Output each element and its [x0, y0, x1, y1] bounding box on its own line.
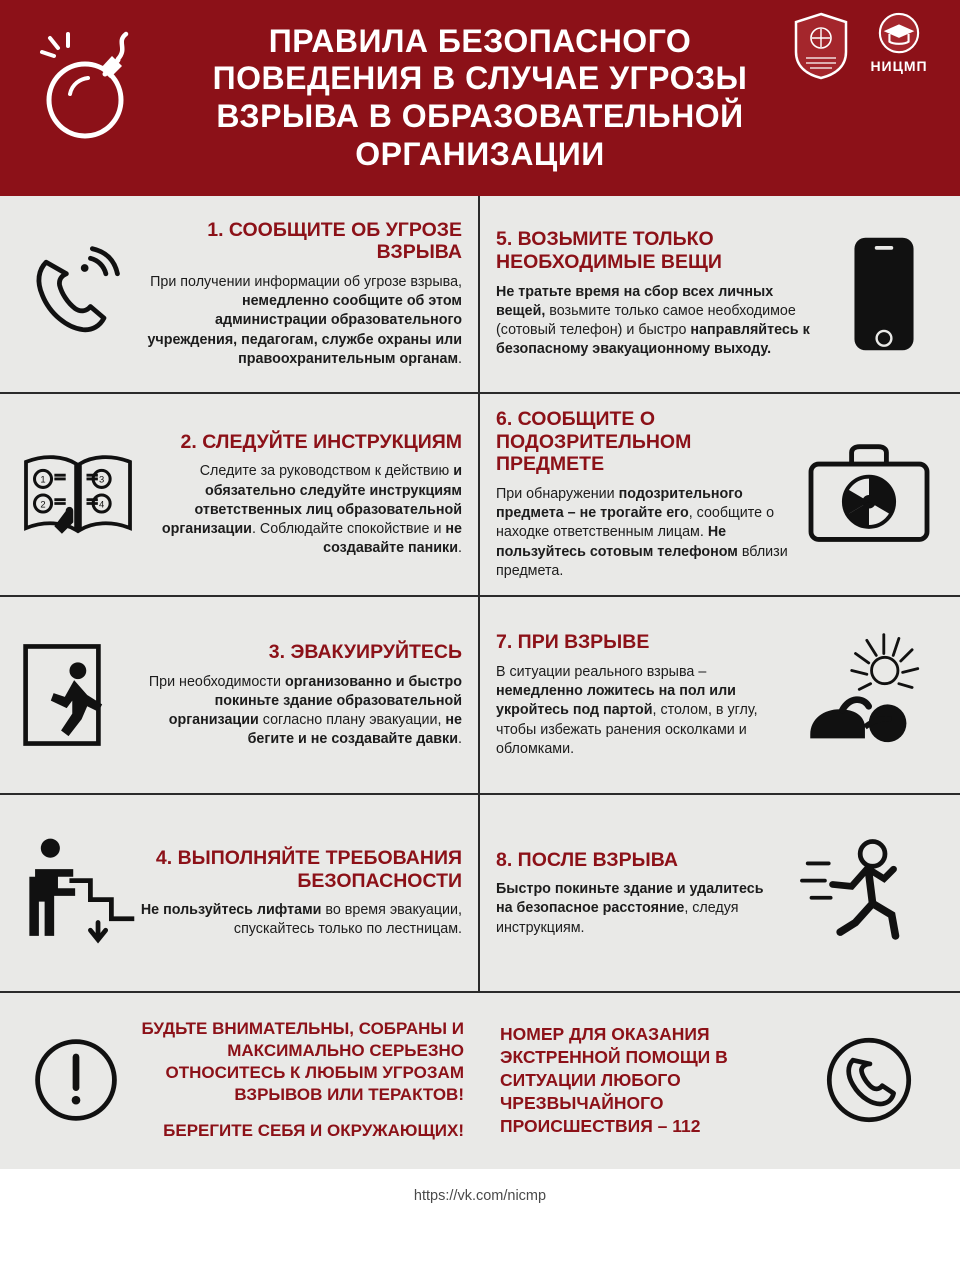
poster-row-1 [0, 196, 960, 394]
svg-text:2: 2 [40, 498, 46, 510]
poster-header [0, 0, 960, 196]
card-5-text [496, 210, 824, 378]
card-7 [480, 597, 960, 793]
card-8-title: 8. ПОСЛЕ ВЗРЫВА [496, 848, 678, 871]
card-3 [0, 597, 480, 793]
card-6-title: 6. СООБЩИТЕ О ПОДОЗРИТЕЛЬНОМ ПРЕДМЕТЕ [496, 408, 692, 476]
card-6-text [496, 408, 794, 581]
phone-circle-icon [794, 1028, 944, 1132]
phone-handset-ringing-icon [16, 210, 136, 378]
page-title: ПРАВИЛА БЕЗОПАСНОГО ПОВЕДЕНИЯ В СЛУЧАЕ УГРОЗЫ ВЗРЫВА В ОБРАЗОВАТЕЛЬНОЙ ОРГАНИЗАЦИИ [212, 22, 748, 172]
card-8 [480, 795, 960, 991]
card-6-body: При обнаружении подозрительного предмета – не трогайте его, сообщите о находке ответственным лицам. Не пользуйтесь сотовым телефоном вблизи предмета. [496, 485, 788, 580]
poster-row-2 [0, 394, 960, 597]
svg-text:1: 1 [40, 474, 46, 486]
card-4-body: Не пользуйтесь лифтами во время эвакуации, спускайтесь только по лестницам. [140, 902, 462, 938]
poster-footer-block [0, 993, 960, 1169]
card-7-text [496, 611, 784, 779]
card-7-title: 7. ПРИ ВЗРЫВЕ [496, 631, 650, 654]
card-1-body: При получении информации об угрозе взрыва, немедленно сообщите об этом администрации образовательного учреждения, педагогам, службе охраны или правоохранительным органам. [147, 273, 462, 368]
crest-icon [792, 12, 850, 80]
footer-warning-line1: БУДЬТЕ ВНИМАТЕЛЬНЫ, СОБРАНЫ И МАКСИМАЛЬНО СЕРЬЕЗНО ОТНОСИТЕСЬ К ЛЮБЫМ УГРОЗАМ ВЗРЫВОВ ИЛИ ТЕРАКТОВ! [141, 1019, 464, 1105]
mobile-phone-icon [824, 210, 944, 378]
svg-text:4: 4 [99, 498, 105, 510]
card-3-body: При необходимости организованно и быстро покиньте здание образовательной организации согласно плану эвакуации, не бегите и не создавайте давки. [148, 673, 462, 748]
card-2-text [140, 408, 462, 581]
emergency-exit-running-man-icon [16, 611, 136, 779]
vk-link[interactable]: https://vk.com/nicmp [413, 1188, 547, 1205]
card-2-body: Следите за руководством к действию и обязательно следуйте инструкциям ответственных лиц образовательной организации. Соблюдайте спокойствие и не создавайте паники. [161, 463, 462, 557]
exclamation-circle-icon [16, 1032, 136, 1128]
poster-row-4 [0, 795, 960, 993]
card-3-text [136, 611, 462, 779]
instruction-book-hand-icon [16, 408, 140, 581]
explosion-duck-and-cover-icon [784, 611, 944, 779]
card-2-title: 2. СЛЕДУЙТЕ ИНСТРУКЦИЯМ [180, 430, 462, 453]
card-4 [0, 795, 480, 991]
poster-row-3 [0, 597, 960, 795]
card-8-body: Быстро покиньте здание и удалитесь на безопасное расстояние, следуя инструкциям. [496, 881, 764, 936]
running-away-person-icon [784, 809, 944, 977]
card-1 [0, 196, 480, 392]
footer-warning-line2: БЕРЕГИТЕ СЕБЯ И ОКРУЖАЮЩИХ! [163, 1121, 464, 1141]
suspicious-suitcase-icon [794, 408, 944, 581]
card-1-text [136, 210, 462, 378]
card-3-title: 3. ЭВАКУИРУЙТЕСЬ [268, 640, 462, 663]
footer-emergency [480, 1011, 944, 1149]
graduation-cap-icon [869, 12, 929, 56]
card-5-body: Не тратьте время на сбор всех личных вещей, возьмите только самое необходимое (сотовый телефон) и быстро направляйтесь к безопасному эвакуационному выходу. [496, 283, 810, 358]
card-5-title: 5. ВОЗЬМИТЕ ТОЛЬКО НЕОБХОДИМЫЕ ВЕЩИ [496, 228, 722, 273]
footer-warning [16, 1011, 480, 1149]
card-4-title: 4. ВЫПОЛНЯЙТЕ ТРЕБОВАНИЯ БЕЗОПАСНОСТИ [155, 846, 462, 892]
card-1-title: 1. СООБЩИТЕ ОБ УГРОЗЕ ВЗРЫВА [207, 218, 462, 264]
footer-emergency-text: НОМЕР ДЛЯ ОКАЗАНИЯ ЭКСТРЕННОЙ ПОМОЩИ В СИТУАЦИИ ЛЮБОГО ЧРЕЗВЫЧАЙНОГО ПРОИСШЕСТВИЯ – 112 [500, 1023, 728, 1136]
bomb-icon [30, 26, 150, 146]
card-7-body: В ситуации реального взрыва – немедленно ложитесь на пол или укройтесь под партой, столом, в углу, чтобы избежать ранения осколками и обломками. [496, 663, 758, 758]
footer-warning-text [136, 1018, 464, 1142]
footer-url-strip [0, 1169, 960, 1223]
card-6 [480, 394, 960, 595]
card-2 [0, 394, 480, 595]
svg-text:3: 3 [99, 474, 105, 486]
card-8-text [496, 809, 784, 977]
nicmp-label: НИЦМП [870, 58, 928, 74]
logo-group [792, 12, 938, 82]
stairs-person-icon [16, 809, 140, 977]
card-4-text [140, 809, 462, 977]
nicmp-logo [860, 12, 938, 82]
card-5 [480, 196, 960, 392]
poster-content [0, 196, 960, 1169]
